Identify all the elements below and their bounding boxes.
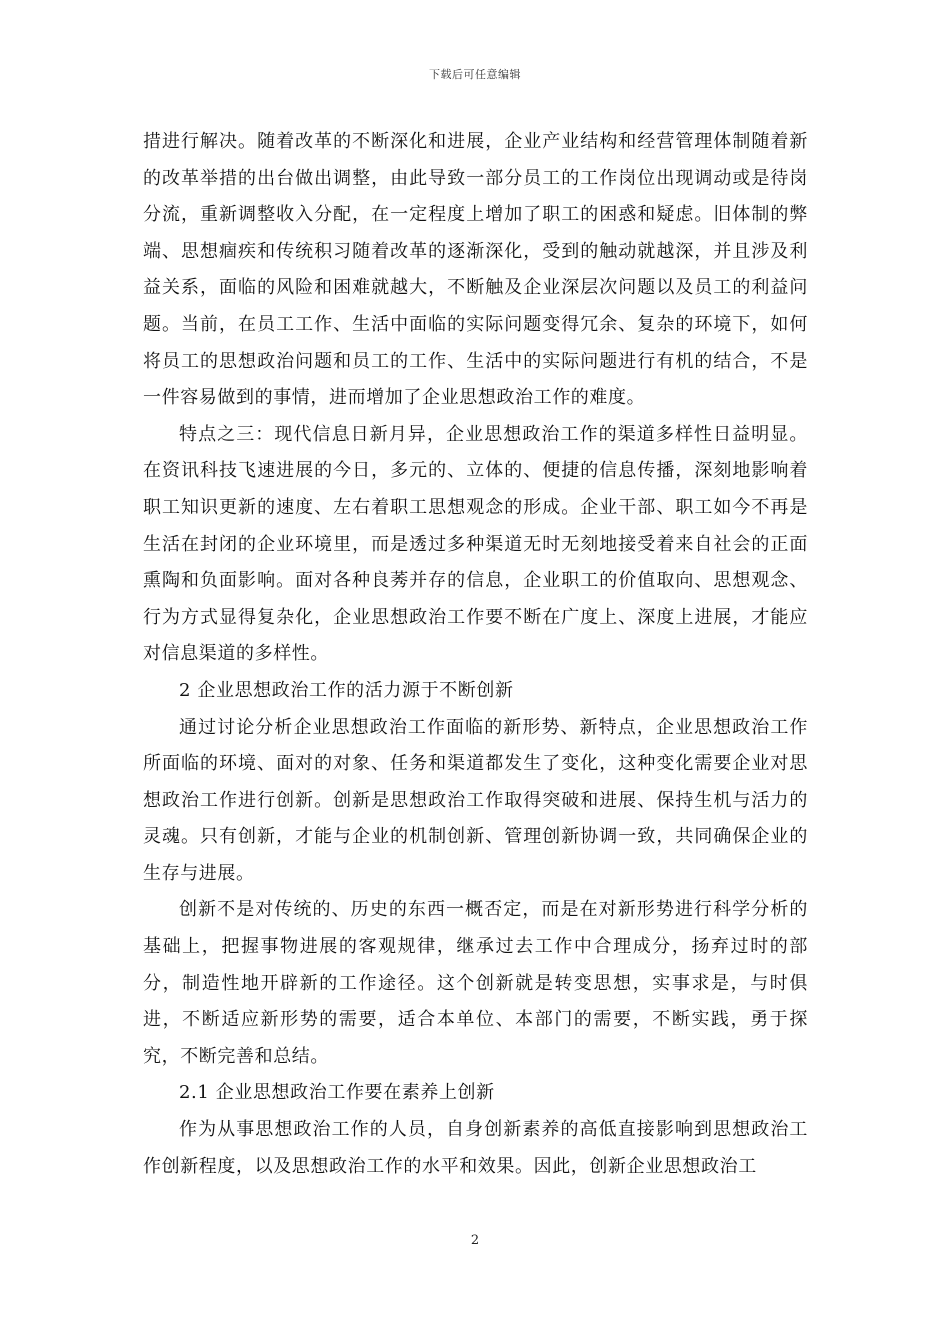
- paragraph-quality-innovation: 作为从事思想政治工作的人员，自身创新素养的高低直接影响到思想政治工作创新程度，以及思想政治工作的水平和效果。因此，创新企业思想政治工: [143, 1119, 808, 1177]
- page-header: 下载后可任意编辑: [429, 68, 521, 81]
- paragraph-continuation: 措进行解决。随着改革的不断深化和进展，企业产业结构和经营管理体制随着新的改革举措的出台做出调整，由此导致一部分员工的工作岗位出现调动或是待岗分流，重新调整收入分配，在一定程度上增加了职工的困惑和疑虑。旧体制的弊端、思想痼疾和传统积习随着改革的逐渐深化，受到的触动就越深，并且涉及利益关系，面临的风险和困难就越大，不断触及企业深层次问题以及员工的利益问题。当前，在员工工作、生活中面临的实际问题变得冗余、复杂的环境下，如何将员工的思想政治问题和员工的工作、生活中的实际问题进行有机的结合，不是一件容易做到的事情，进而增加了企业思想政治工作的难度。: [143, 131, 808, 409]
- section-heading-2-1: 2.1 企业思想政治工作要在素养上创新: [179, 1082, 495, 1104]
- section-heading-2: 2 企业思想政治工作的活力源于不断创新: [179, 679, 514, 701]
- page-number: 2: [470, 1233, 480, 1248]
- document-body: [143, 124, 808, 1185]
- paragraph-feature-three: 特点之三：现代信息日新月异，企业思想政治工作的渠道多样性日益明显。在资讯科技飞速进展的今日，多元的、立体的、便捷的信息传播，深刻地影响着职工知识更新的速度、左右着职工思想观念的形成。企业干部、职工如今不再是生活在封闭的企业环境里，而是透过多种渠道无时无刻地接受着来自社会的正面熏陶和负面影响。面对各种良莠并存的信息，企业职工的价值取向、思想观念、行为方式显得复杂化，企业思想政治工作要不断在广度上、深度上进展，才能应对信息渠道的多样性。: [143, 423, 808, 665]
- paragraph-innovation-definition: 创新不是对传统的、历史的东西一概否定，而是在对新形势进行科学分析的基础上，把握事物进展的客观规律，继承过去工作中合理成分，扬弃过时的部分，制造性地开辟新的工作途径。这个创新就是转变思想，实事求是，与时俱进，不断适应新形势的需要，适合本单位、本部门的需要，不断实践，勇于探究，不断完善和总结。: [143, 899, 808, 1067]
- paragraph-innovation-analysis: 通过讨论分析企业思想政治工作面临的新形势、新特点，企业思想政治工作所面临的环境、面对的对象、任务和渠道都发生了变化，这种变化需要企业对思想政治工作进行创新。创新是思想政治工作取得突破和进展、保持生机与活力的灵魂。只有创新，才能与企业的机制创新、管理创新协调一致，共同确保企业的生存与进展。: [143, 716, 808, 884]
